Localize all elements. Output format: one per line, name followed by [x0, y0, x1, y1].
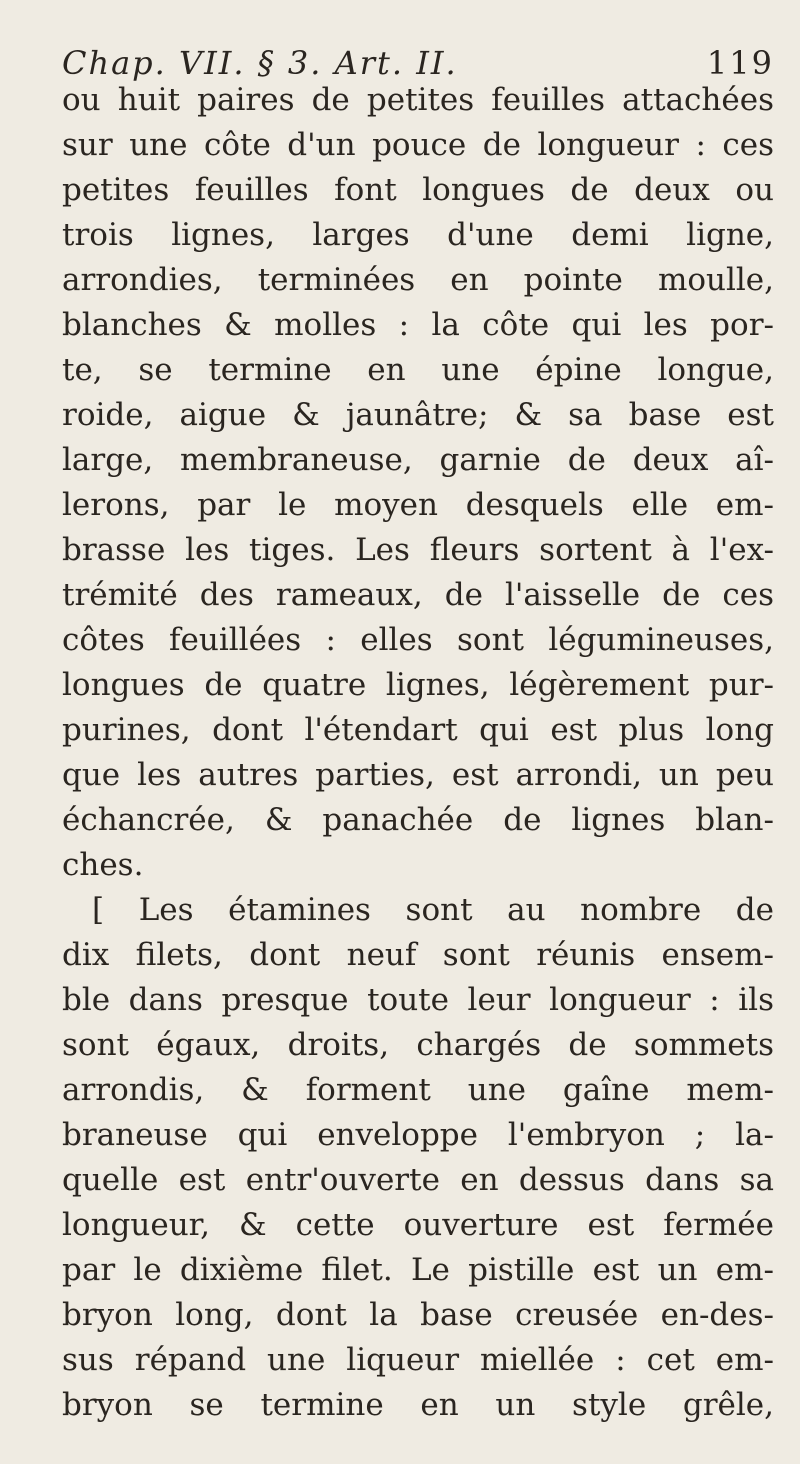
text-line: côtes feuillées : elles sont légumineuses,: [62, 622, 774, 658]
text-line: sont égaux, droits, chargés de sommets: [62, 1027, 774, 1063]
text-line: échancrée, & panachée de lignes blan-: [62, 802, 774, 838]
text-line: par le dixième filet. Le pistille est un em-: [62, 1252, 774, 1288]
text-line: ches.: [62, 847, 144, 883]
text-line: quelle est entr'ouverte en dessus dans sa: [62, 1162, 774, 1198]
text-line: bryon se termine en un style grêle,: [62, 1387, 774, 1423]
text-line: sur une côte d'un pouce de longueur : ces: [62, 127, 774, 163]
text-line: roide, aigue & jaunâtre; & sa base est: [62, 397, 774, 433]
text-line: trémité des rameaux, de l'aisselle de ces: [62, 577, 774, 613]
running-head: Chap. VII. § 3. Art. II.: [62, 44, 458, 82]
text-line: braneuse qui enveloppe l'embryon ; la-: [62, 1117, 774, 1153]
text-line: lerons, par le moyen desquels elle em-: [62, 487, 774, 523]
text-line: longueur, & cette ouverture est fermée: [62, 1207, 774, 1243]
text-line: trois lignes, larges d'une demi ligne,: [62, 217, 774, 253]
text-line: arrondies, terminées en pointe moulle,: [62, 262, 774, 298]
text-line: [ Les étamines sont au nombre de: [92, 892, 774, 928]
text-line: longues de quatre lignes, légèrement pur-: [62, 667, 774, 703]
text-line: large, membraneuse, garnie de deux aî-: [62, 442, 774, 478]
text-line: dix filets, dont neuf sont réunis ensem-: [62, 937, 774, 973]
text-line: ou huit paires de petites feuilles attachées: [62, 82, 774, 118]
text-line: blanches & molles : la côte qui les por-: [62, 307, 774, 343]
text-line: petites feuilles font longues de deux ou: [62, 172, 774, 208]
body-text: [62, 78, 774, 1428]
text-line: brasse les tiges. Les fleurs sortent à l'ex-: [62, 532, 774, 568]
text-line: que les autres parties, est arrondi, un peu: [62, 757, 774, 793]
page-number: 119: [706, 44, 774, 82]
text-line: purines, dont l'étendart qui est plus long: [62, 712, 774, 748]
text-line: ble dans presque toute leur longueur : ils: [62, 982, 774, 1018]
text-line: sus répand une liqueur miellée : cet em-: [62, 1342, 774, 1378]
text-line: arrondis, & forment une gaîne mem-: [62, 1072, 774, 1108]
text-line: bryon long, dont la base creusée en-des-: [62, 1297, 774, 1333]
text-line: te, se termine en une épine longue,: [62, 352, 774, 388]
